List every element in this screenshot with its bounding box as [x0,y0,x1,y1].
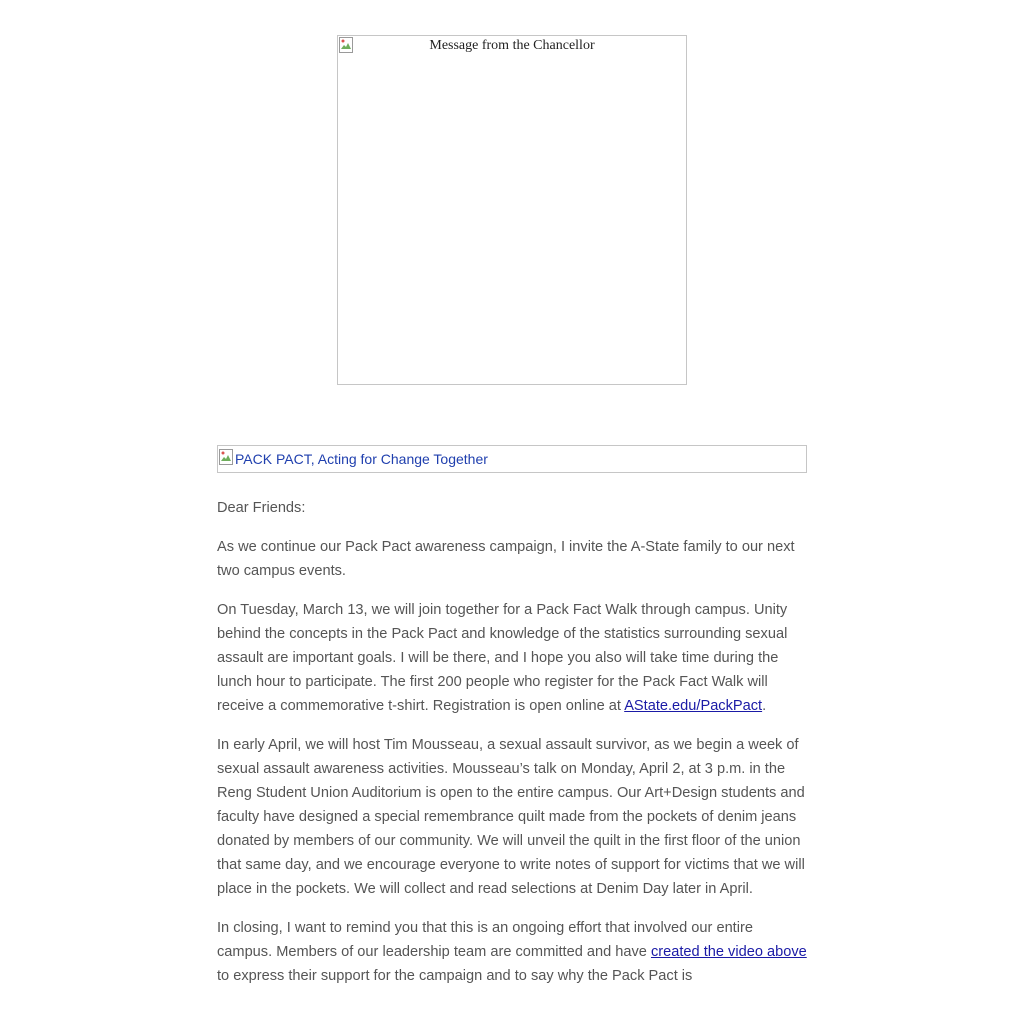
packpact-registration-link[interactable]: AState.edu/PackPact [624,698,763,714]
closing-text: In closing, I want to remind you that this is an ongoing effort that involved our entire campus. Members of our leadership team are committed and have [217,920,753,960]
letter-body [217,496,809,1003]
chancellor-message-alt-text: Message from the Chancellor [429,38,595,53]
fact-walk-end: . [762,698,767,714]
paragraph-april-events: In early April, we will host Tim Mousseau, a sexual assault survivor, as we begin a week of sexual assault awareness activities. Mousseau’s talk on Monday, April 2, at 3 p.m. in the Reng Student Union Auditorium is open to the entire campus. Our Art+Design students and faculty have designed a special remembrance quilt made from the pockets of denim jeans donated by members of our community. We will unveil the quilt in the first floor of the union that same day, and we encourage everyone to write notes of support for victims that we will place in the pockets. We will collect and read selections at Denim Day later in April. [217,737,805,897]
banner-alt-text[interactable]: PACK PACT, Acting for Change Together [235,451,488,467]
fact-walk-text: On Tuesday, March 13, we will join together for a Pack Fact Walk through campus. Unity behind the concepts in the Pack Pact and knowledge of the statistics surrounding sexual assault are important goals. I will be there, and I hope you also will take time during the lunch hour to participate. The first 200 people who register for the Pack Fact Walk will receive a commemorative t-shirt. Registration is open online at [217,602,788,714]
closing-end: to express their support for the campaign and to say why the Pack Pact is [217,968,693,984]
paragraph-fact-walk [217,598,809,718]
video-link[interactable]: created the video above [650,944,807,960]
broken-image-icon [219,449,233,465]
chancellor-message-image [337,35,687,385]
paragraph-intro: As we continue our Pack Pact awareness campaign, I invite the A-State family to our next two campus events. [217,539,795,579]
pack-pact-banner-image[interactable] [217,445,807,473]
greeting: Dear Friends: [217,500,306,516]
paragraph-closing [217,916,809,988]
